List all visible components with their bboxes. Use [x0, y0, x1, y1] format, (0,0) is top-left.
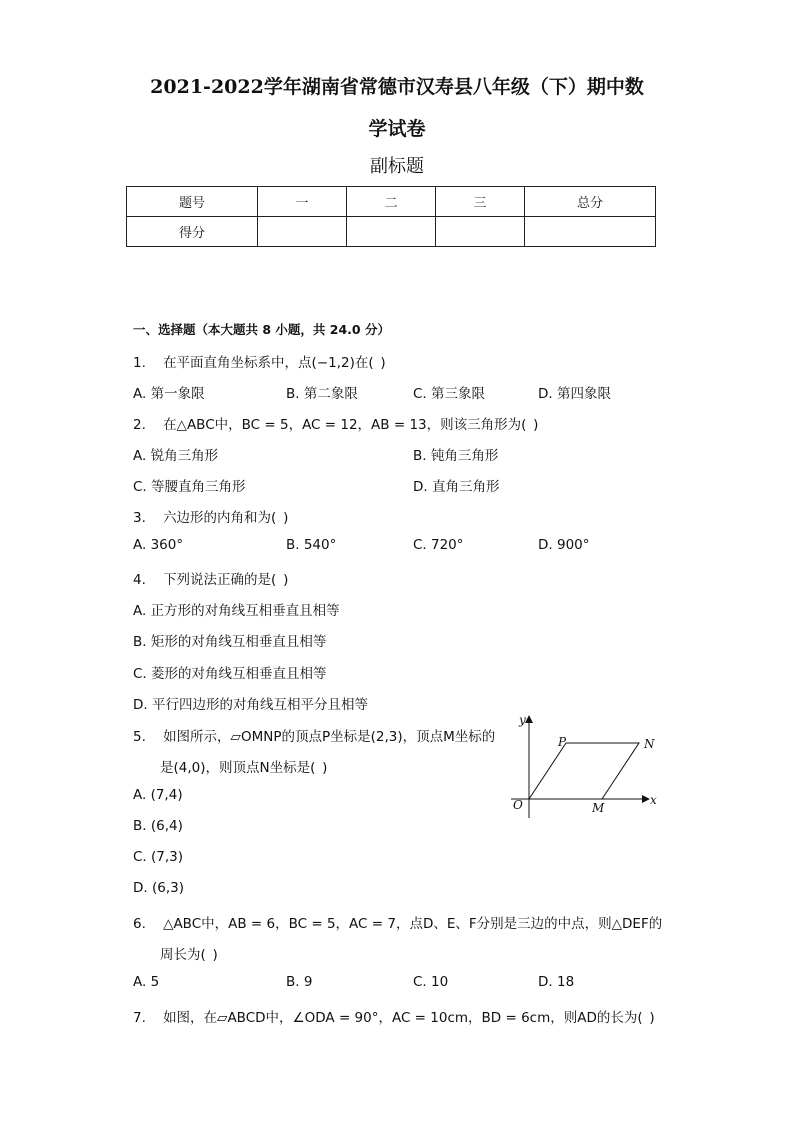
option-b: B. (6,4) [133, 818, 183, 834]
score-table-header-row [127, 187, 656, 217]
option-c: C. 等腰直角三角形 [133, 479, 246, 495]
question-stem: 如图所示，▱OMNP的顶点P坐标是(2,3)，顶点M坐标的 [163, 729, 496, 745]
option-d: D. 18 [538, 974, 575, 990]
label-x: x [650, 793, 657, 807]
subtitle: 副标题 [370, 156, 424, 177]
option-b: B. 540° [286, 537, 337, 553]
score-header-cell: 二 [347, 187, 436, 217]
option-a: A. (7,4) [133, 787, 183, 803]
question-4 [133, 568, 288, 588]
question-1 [133, 351, 386, 371]
question-6-stem-cont: 周长为( ) [160, 947, 218, 963]
question-7 [133, 1006, 655, 1026]
option-a: A. 正方形的对角线互相垂直且相等 [133, 603, 340, 619]
score-row-label: 得分 [127, 217, 258, 247]
question-number: 1. [133, 355, 146, 371]
score-header-cell: 一 [258, 187, 347, 217]
option-a: A. 第一象限 [133, 386, 205, 402]
option-c: C. (7,3) [133, 849, 184, 865]
score-cell [347, 217, 436, 247]
question-number: 5. [133, 729, 146, 745]
option-c: C. 第三象限 [413, 386, 486, 402]
question-number: 4. [133, 572, 146, 588]
option-b: B. 钝角三角形 [413, 448, 499, 464]
question-6 [133, 912, 662, 932]
section-heading: 一、选择题（本大题共 8 小题，共 24.0 分） [133, 322, 390, 337]
option-d: D. 平行四边形的对角线互相平分且相等 [133, 697, 368, 713]
option-c: C. 10 [413, 974, 449, 990]
question-number: 3. [133, 510, 146, 526]
label-n: N [644, 737, 655, 751]
label-m: M [592, 801, 605, 815]
score-table-score-row [127, 217, 656, 247]
question-stem: △ABC中，AB = 6，BC = 5，AC = 7，点D、E、F分别是三边的中点，则△DEF的 [163, 916, 663, 932]
question-5-stem-cont: 是(4,0)，则顶点N坐标是( ) [160, 760, 328, 776]
question-3 [133, 506, 288, 526]
question-stem: 在△ABC中，BC = 5，AC = 12，AB = 13，则该三角形为( ) [163, 417, 539, 433]
option-a: A. 锐角三角形 [133, 448, 219, 464]
score-header-cell: 总分 [525, 187, 656, 217]
question-2 [133, 413, 538, 433]
option-b: B. 9 [286, 974, 313, 990]
question-5 [133, 725, 495, 745]
question-number: 6. [133, 916, 146, 932]
score-cell [436, 217, 525, 247]
option-c: C. 720° [413, 537, 464, 553]
score-cell [525, 217, 656, 247]
question-stem: 下列说法正确的是( ) [163, 572, 289, 588]
parallelogram-omnp [529, 743, 639, 799]
option-d: D. 900° [538, 537, 590, 553]
question-stem: 六边形的内角和为( ) [163, 510, 289, 526]
score-cell [258, 217, 347, 247]
option-c: C. 菱形的对角线互相垂直且相等 [133, 666, 327, 682]
option-b: B. 第二象限 [286, 386, 358, 402]
question-stem: 如图，在▱ABCD中，∠ODA = 90°，AC = 10cm，BD = 6cm，则AD的长为( ) [163, 1010, 655, 1026]
label-o: O [513, 798, 523, 812]
exam-title-line2: 学试卷 [368, 118, 426, 140]
score-header-cell: 题号 [127, 187, 258, 217]
option-d: D. (6,3) [133, 880, 184, 896]
score-table [126, 186, 656, 247]
question-number: 2. [133, 417, 146, 433]
label-y: y [519, 713, 526, 727]
option-d: D. 第四象限 [538, 386, 611, 402]
option-a: A. 5 [133, 974, 160, 990]
score-header-cell: 三 [436, 187, 525, 217]
label-p: P [558, 735, 567, 749]
option-b: B. 矩形的对角线互相垂直且相等 [133, 634, 327, 650]
question-number: 7. [133, 1010, 146, 1026]
option-a: A. 360° [133, 537, 184, 553]
option-d: D. 直角三角形 [413, 479, 500, 495]
exam-title-line1: 2021-2022学年湖南省常德市汉寿县八年级（下）期中数 [150, 76, 644, 98]
parallelogram-figure [505, 710, 665, 820]
question-stem: 在平面直角坐标系中，点(−1,2)在( ) [163, 355, 386, 371]
